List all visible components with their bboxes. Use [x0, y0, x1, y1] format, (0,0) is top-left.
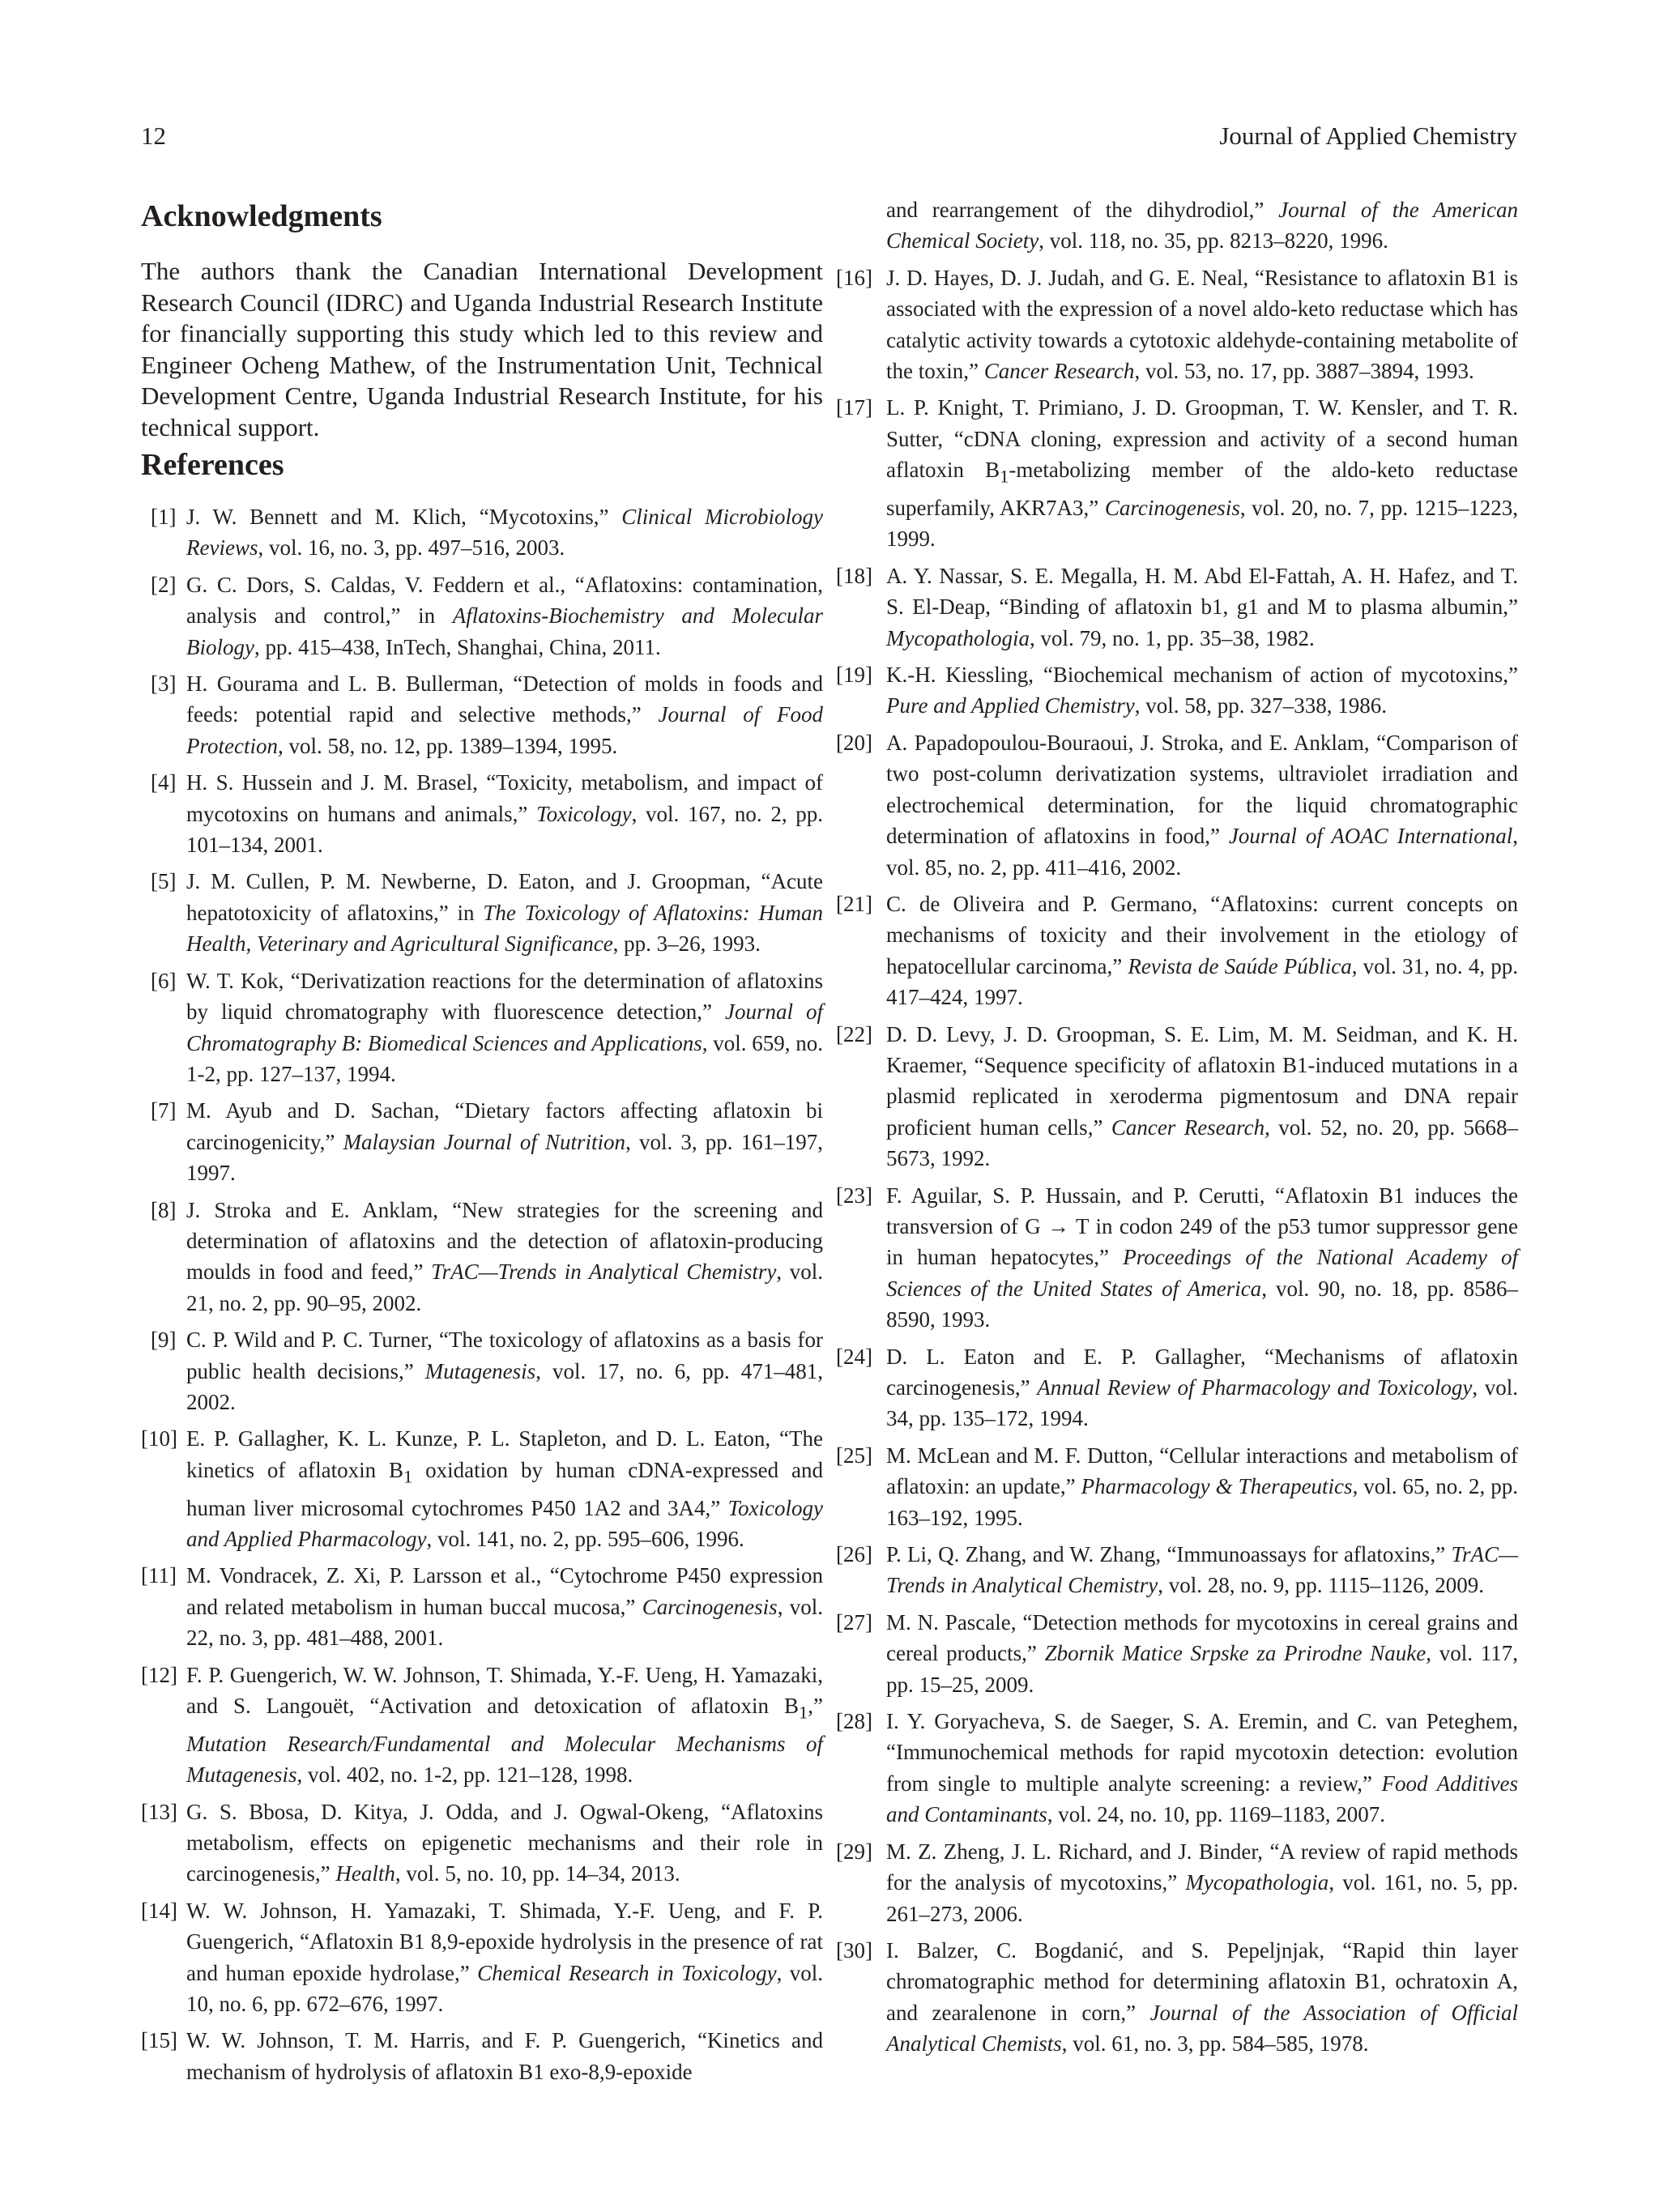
reference-number: [17] [836, 395, 872, 420]
reference-text: I. Balzer, C. Bogdanić, and S. Pepeljnjak, “Rapid thin layer chromatographic method for determining aflatoxin B1, ochratoxin A, and zearalenone in corn,” Journal of the Association of Official Analytical Chemists, vol. 61, no. 3, pp. 584–585, 1978. [886, 1937, 1518, 2056]
journal-title: Journal of Applied Chemistry [1219, 121, 1517, 150]
reference-item [141, 2025, 823, 2087]
reference-number: [15] [141, 2028, 177, 2053]
reference-item [836, 1180, 1518, 1336]
reference-item [141, 1423, 823, 1554]
reference-number: [23] [836, 1183, 872, 1208]
reference-item [836, 1539, 1518, 1601]
reference-text: C. de Oliveira and P. Germano, “Aflatoxins: current concepts on mechanisms of toxicity and their involvement in the etiology of hepatocellular carcinoma,” Revista de Saúde Pública, vol. 31, no. 4, pp. 417–424, 1997. [886, 891, 1518, 1010]
reference-item [836, 392, 1518, 554]
reference-number: [7] [151, 1098, 177, 1123]
reference-number: [20] [836, 730, 872, 755]
reference-text: W. W. Johnson, T. M. Harris, and F. P. Guengerich, “Kinetics and mechanism of hydrolysis of aflatoxin B1 exo-8,9-epoxide [186, 2028, 823, 2084]
reference-text: P. Li, Q. Zhang, and W. Zhang, “Immunoassays for aflatoxins,” TrAC—Trends in Analytical Chemistry, vol. 28, no. 9, pp. 1115–1126, 2009. [886, 1542, 1518, 1598]
reference-15-continuation: and rearrangement of the dihydrodiol,” Journal of the American Chemical Society, vol. 118, no. 35, pp. 8213–8220, 1996. [886, 198, 1518, 254]
acknowledgments-text: The authors thank the Canadian International Development Research Council (IDRC) and Uganda Industrial Research Institute for financially supporting this study which led to this review and Engineer Ocheng Mathew, of the Instrumentation Unit, Technical Development Centre, Uganda Industrial Research Institute, for his technical support. [141, 257, 823, 441]
reference-number: [3] [151, 671, 177, 697]
reference-item [141, 767, 823, 860]
reference-item [141, 1560, 823, 1653]
reference-item [836, 560, 1518, 654]
reference-item [141, 569, 823, 663]
reference-item [141, 1324, 823, 1417]
reference-text: J. Stroka and E. Anklam, “New strategies for the screening and determination of aflatoxins and the detection of aflatoxin-producing moulds in food and feed,” TrAC—Trends in Analytical Chemistry, vol. 21, no. 2, pp. 90–95, 2002. [186, 1197, 823, 1315]
reference-item [836, 1706, 1518, 1831]
reference-number: [28] [836, 1709, 872, 1734]
reference-text: E. P. Gallagher, K. L. Kunze, P. L. Stapleton, and D. L. Eaton, “The kinetics of aflatoxin $B_1$ oxidation by human cDNA-expressed and human liver microsomal cytochromes P450 1A2 and 3A4,” Toxicology and Applied Pharmacology, vol. 141, no. 2, pp. 595–606, 1996. [186, 1426, 823, 1551]
reference-text: J. D. Hayes, D. J. Judah, and G. E. Neal, “Resistance to aflatoxin B1 is associated with the expression of a novel aldo-keto reductase which has catalytic activity towards a cytotoxic aldehyde-containing metabolite of the toxin,” Cancer Research, vol. 53, no. 17, pp. 3887–3894, 1993. [886, 265, 1518, 384]
reference-item [836, 1935, 1518, 2060]
reference-number: [19] [836, 663, 872, 688]
reference-item [141, 1796, 823, 1890]
reference-item [836, 659, 1518, 722]
reference-number: [5] [151, 869, 177, 894]
reference-number: [10] [141, 1426, 177, 1451]
reference-number: [6] [151, 968, 177, 993]
reference-text: M. Vondracek, Z. Xi, P. Larsson et al., “Cytochrome P450 expression and related metabolism in human buccal mucosa,” Carcinogenesis, vol. 22, no. 3, pp. 481–488, 2001. [186, 1563, 823, 1651]
reference-list-left [141, 501, 823, 2087]
reference-text: C. P. Wild and P. C. Turner, “The toxicology of aflatoxins as a basis for public health decisions,” Mutagenesis, vol. 17, no. 6, pp. 471–481, 2002. [186, 1328, 823, 1414]
reference-text: A. Y. Nassar, S. E. Megalla, H. M. Abd El-Fattah, A. H. Hafez, and T. S. El-Deap, “Binding of aflatoxin b1, g1 and M to plasma albumin,” Mycopathologia, vol. 79, no. 1, pp. 35–38, 1982. [886, 563, 1518, 650]
reference-item [141, 1195, 823, 1319]
reference-text: I. Y. Goryacheva, S. de Saeger, S. A. Eremin, and C. van Peteghem, “Immunochemical methods for rapid mycotoxin detection: evolution from single to multiple analyte screening: a review,” Food Additives and Contaminants, vol. 24, no. 10, pp. 1169–1183, 2007. [886, 1709, 1518, 1827]
reference-item [141, 501, 823, 564]
reference-number: [13] [141, 1799, 177, 1824]
reference-item [836, 889, 1518, 1013]
reference-number: [11] [141, 1563, 177, 1588]
reference-number: [8] [151, 1197, 177, 1222]
reference-item [141, 965, 823, 1090]
reference-item [141, 1895, 823, 2020]
reference-item [141, 668, 823, 761]
reference-item [836, 727, 1518, 883]
reference-text: M. Z. Zheng, J. L. Richard, and J. Binder, “A review of rapid methods for the analysis of mycotoxins,” Mycopathologia, vol. 161, no. 5, pp. 261–273, 2006. [886, 1839, 1518, 1926]
reference-number: [29] [836, 1839, 872, 1864]
right-column [836, 194, 1518, 2065]
reference-number: [26] [836, 1542, 872, 1567]
reference-text: H. Gourama and L. B. Bullerman, “Detection of molds in foods and feeds: potential rapid and selective methods,” Journal of Food Protection, vol. 58, no. 12, pp. 1389–1394, 1995. [186, 671, 823, 758]
acknowledgments-heading: Acknowledgments [141, 199, 382, 233]
reference-number: [30] [836, 1937, 872, 1963]
reference-number: [1] [151, 505, 177, 529]
reference-text: M. McLean and M. F. Dutton, “Cellular interactions and metabolism of aflatoxin: an update,” Pharmacology & Therapeutics, vol. 65, no. 2, pp. 163–192, 1995. [886, 1443, 1518, 1530]
reference-number: [12] [141, 1662, 177, 1687]
reference-text: K.-H. Kiessling, “Biochemical mechanism of action of mycotoxins,” Pure and Applied Chemistry, vol. 58, pp. 327–338, 1986. [886, 663, 1518, 718]
reference-number: [4] [151, 770, 177, 795]
reference-number: [21] [836, 891, 872, 916]
left-column [141, 194, 823, 2093]
reference-number: [27] [836, 1609, 872, 1634]
reference-text: M. N. Pascale, “Detection methods for mycotoxins in cereal grains and cereal products,” Zbornik Matice Srpske za Prirodne Nauke, vol. 117, pp. 15–25, 2009. [886, 1609, 1519, 1697]
reference-text: M. Ayub and D. Sachan, “Dietary factors affecting aflatoxin bi carcinogenicity,” Malaysian Journal of Nutrition, vol. 3, pp. 161–197, 1997. [186, 1098, 823, 1186]
reference-text: L. P. Knight, T. Primiano, J. D. Groopman, T. W. Kensler, and T. R. Sutter, “cDNA cloning, expression and activity of a second human aflatoxin $B_1$-metabolizing member of the aldo-keto reductase superfamily, AKR7A3,” Carcinogenesis, vol. 20, no. 7, pp. 1215–1223, 1999. [886, 395, 1518, 552]
reference-text: J. W. Bennett and M. Klich, “Mycotoxins,” Clinical Microbiology Reviews, vol. 16, no. 3, pp. 497–516, 2003. [186, 505, 824, 560]
reference-text: G. C. Dors, S. Caldas, V. Feddern et al., “Aflatoxins: contamination, analysis and control,” in Aflatoxins-Biochemistry and Molecular Biology, pp. 415–438, InTech, Shanghai, China, 2011. [186, 572, 823, 659]
reference-text: D. D. Levy, J. D. Groopman, S. E. Lim, M. M. Seidman, and K. H. Kraemer, “Sequence specificity of aflatoxin B1-induced mutations in a plasmid replicated in xeroderma pigmentosum and DNA repair proficient human cells,” Cancer Research, vol. 52, no. 20, pp. 5668–5673, 1992. [886, 1021, 1518, 1171]
reference-item [836, 1019, 1518, 1174]
reference-item [836, 1341, 1518, 1434]
reference-number: [16] [836, 265, 872, 290]
reference-item [141, 1095, 823, 1188]
reference-item [836, 1440, 1518, 1533]
reference-list-right [836, 262, 1518, 2060]
reference-text: W. W. Johnson, H. Yamazaki, T. Shimada, Y.-F. Ueng, and F. P. Guengerich, “Aflatoxin B1 8,9-epoxide hydrolysis in the presence of rat and human epoxide hydrolase,” Chemical Research in Toxicology, vol. 10, no. 6, pp. 672–676, 1997. [186, 1898, 823, 2017]
reference-text: H. S. Hussein and J. M. Brasel, “Toxicity, metabolism, and impact of mycotoxins on humans and animals,” Toxicology, vol. 167, no. 2, pp. 101–134, 2001. [186, 770, 823, 858]
reference-text: D. L. Eaton and E. P. Gallagher, “Mechanisms of aflatoxin carcinogenesis,” Annual Review of Pharmacology and Toxicology, vol. 34, pp. 135–172, 1994. [886, 1344, 1518, 1431]
reference-number: [14] [141, 1898, 177, 1923]
reference-item [141, 866, 823, 959]
reference-number: [22] [836, 1021, 872, 1046]
reference-text: W. T. Kok, “Derivatization reactions for the determination of aflatoxins by liquid chromatography with fluorescence detection,” Journal of Chromatography B: Biomedical Sciences and Applications, vol. 659, no. 1-2, pp. 127–137, 1994. [186, 968, 824, 1086]
reference-item [836, 1836, 1518, 1929]
page-number: 12 [141, 121, 166, 150]
reference-number: [18] [836, 563, 872, 588]
references-heading: References [141, 448, 284, 482]
reference-text: A. Papadopoulou-Bouraoui, J. Stroka, and E. Anklam, “Comparison of two post-column derivatization systems, ultraviolet irradiation and electrochemical determination, for the liquid chromatographic determination of aflatoxins in food,” Journal of AOAC International, vol. 85, no. 2, pp. 411–416, 2002. [886, 730, 1518, 880]
reference-item [836, 262, 1518, 387]
reference-number: [2] [151, 572, 177, 597]
reference-number: [25] [836, 1443, 872, 1468]
reference-text: G. S. Bbosa, D. Kitya, J. Odda, and J. Ogwal-Okeng, “Aflatoxins metabolism, effects on epigenetic mechanisms and their role in carcinogenesis,” Health, vol. 5, no. 10, pp. 14–34, 2013. [186, 1799, 823, 1886]
reference-number: [24] [836, 1344, 872, 1369]
reference-text: F. P. Guengerich, W. W. Johnson, T. Shimada, Y.-F. Ueng, H. Yamazaki, and S. Langouët, “Activation and detoxication of aflatoxin $B_1$,” Mutation Research/Fundamental and Molecular Mechanisms of Mutagenesis, vol. 402, no. 1-2, pp. 121–128, 1998. [186, 1662, 823, 1788]
reference-text: J. M. Cullen, P. M. Newberne, D. Eaton, and J. Groopman, “Acute hepatotoxicity of aflatoxins,” in The Toxicology of Aflatoxins: Human Health, Veterinary and Agricultural Significance, pp. 3–26, 1993. [186, 869, 824, 957]
reference-text: F. Aguilar, S. P. Hussain, and P. Cerutti, “Aflatoxin B1 induces the transversion of G → T in codon 249 of the p53 tumor suppressor gene in human hepatocytes,” Proceedings of the National Academy of Sciences of the United States of America, vol. 90, no. 18, pp. 8586–8590, 1993. [886, 1183, 1518, 1332]
reference-item [141, 1660, 823, 1791]
reference-number: [9] [151, 1328, 177, 1353]
reference-item [836, 1607, 1518, 1700]
